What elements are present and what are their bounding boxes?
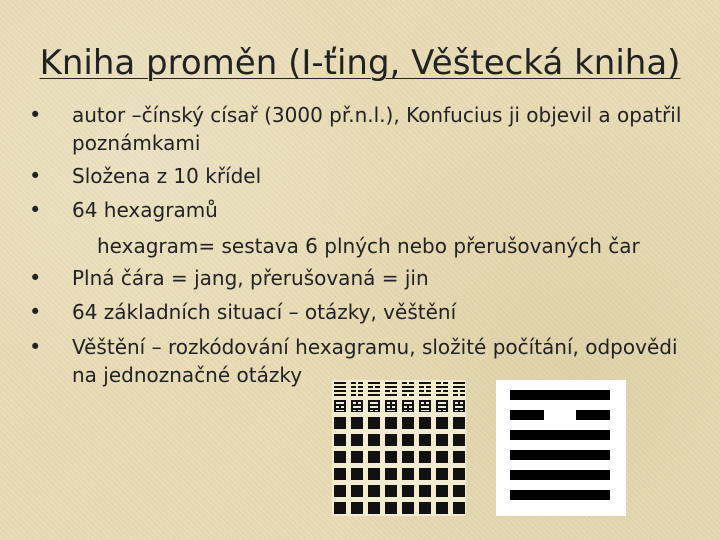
bullet-marker-4: •: [29, 266, 42, 290]
bullet-marker-1: •: [29, 103, 42, 127]
bullet-line-3: 64 hexagramů: [72, 198, 218, 222]
bullet-line-6a: Věštění – rozkódování hexagramu, složité počítání, odpovědi: [72, 335, 678, 359]
bullet-marker-2: •: [29, 164, 42, 188]
bullet-marker-6: •: [29, 335, 42, 359]
bullet-line-6b: na jednoznačné otázky: [72, 363, 303, 387]
bullet-marker-3: •: [29, 198, 42, 222]
bullet-line-5: 64 základních situací – otázky, věštění: [72, 300, 457, 324]
bullet-line-4: Plná čára = jang, přerušovaná = jin: [72, 266, 429, 290]
slide-title: Kniha proměn (I-ťing, Věštecká kniha): [39, 43, 681, 83]
bullet-sub-line: hexagram= sestava 6 plných nebo přerušovaných čar: [97, 234, 640, 258]
bullet-line-2: Složena z 10 křídel: [72, 164, 262, 188]
bullet-line-1a: autor –čínský císař (3000 př.n.l.), Konfucius ji objevil a opatřil: [72, 103, 682, 127]
bullet-marker-5: •: [29, 300, 42, 324]
hexagram-large-image: [496, 380, 626, 516]
bullet-line-1b: poznámkami: [72, 131, 201, 155]
hexagram-grid-image: [332, 380, 466, 516]
